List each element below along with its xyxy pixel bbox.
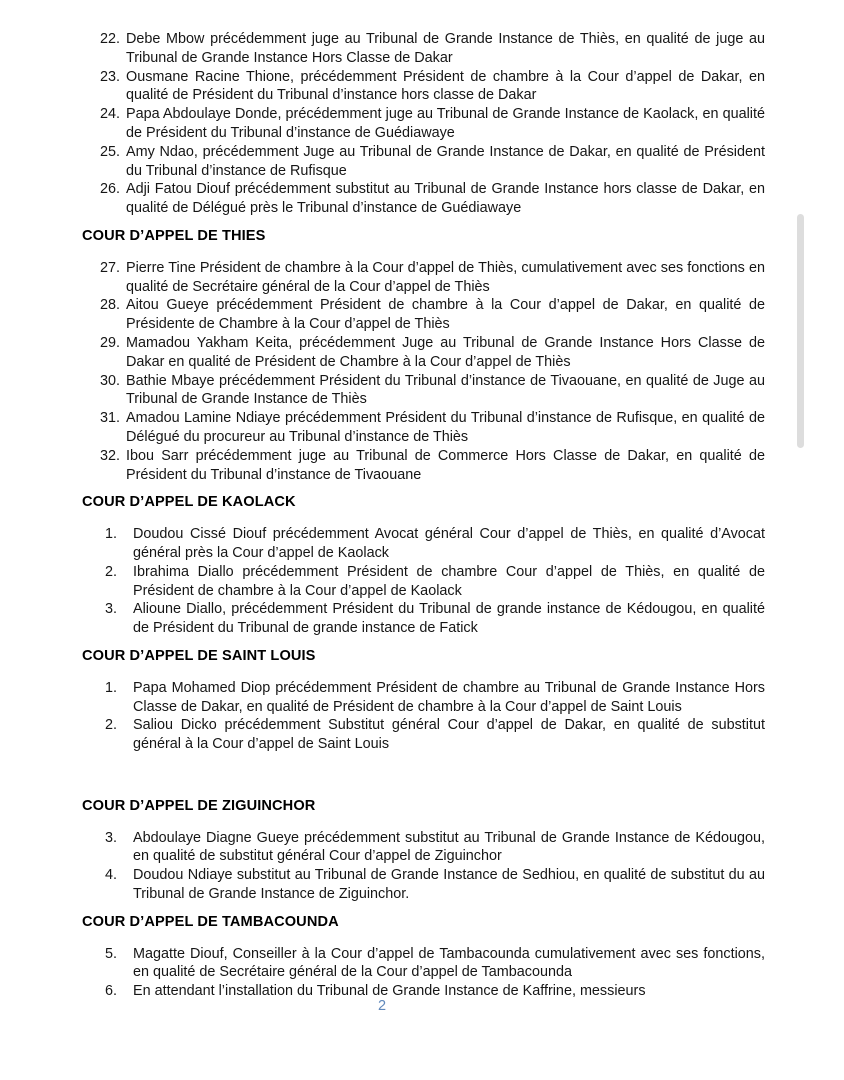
list-item-text: Magatte Diouf, Conseiller à la Cour d’appel de Tambacounda cumulativement avec ses fonctions, en qualité de Secrétaire général de la Cour d’appel de Tambacounda — [133, 945, 765, 981]
list-item-text: Papa Abdoulaye Donde, précédemment juge au Tribunal de Grande Instance de Kaolack, en qualité de Président du Tribunal d’instance de Guédiawaye — [126, 106, 765, 141]
list-item — [82, 563, 765, 601]
list-item — [82, 945, 765, 983]
list-item-number: 31. — [100, 410, 121, 427]
section-heading: COUR D’APPEL DE KAOLACK — [82, 494, 296, 511]
list-item-number: 4. — [105, 867, 118, 884]
list-item — [82, 30, 765, 68]
list-item-text: Amadou Lamine Ndiaye précédemment Président du Tribunal d’instance de Rufisque, en qualité de Délégué du procureur au Tribunal d’instance de Thiès — [126, 410, 765, 445]
list-item-text: Adji Fatou Diouf précédemment substitut au Tribunal de Grande Instance hors classe de Dakar, en qualité de Délégué près le Tribunal d’instance de Guédiawaye — [126, 181, 765, 217]
list-item-text: Aitou Gueye précédemment Président de chambre à la Cour d’appel de Dakar, en qualité de Présidente de Chambre à la Cour d’appel de Thiès — [126, 297, 765, 333]
list-item-number: 26. — [100, 181, 121, 198]
list-item — [82, 716, 765, 754]
list-item — [82, 296, 765, 334]
list-item — [82, 866, 765, 904]
list-item-number: 24. — [100, 106, 121, 123]
list-item-number: 29. — [100, 334, 121, 351]
page-number: 2 — [377, 998, 387, 1014]
list-item-text: Ibrahima Diallo précédemment Président de chambre Cour d’appel de Thiès, en qualité de Président de chambre à la Cour d’appel de Kaolack — [133, 563, 765, 599]
list-item — [82, 679, 765, 717]
list-item-number: 2. — [105, 717, 118, 734]
list-item — [82, 525, 765, 563]
list-item — [82, 409, 765, 447]
list-item-number: 22. — [100, 31, 121, 47]
list-item-number: 23. — [100, 68, 121, 85]
list-item-number: 6. — [105, 983, 118, 1000]
list-item-text: Debe Mbow précédemment juge au Tribunal de Grande Instance de Thiès, en qualité de juge au Tribunal de Grande Instance Hors Classe de Dakar — [126, 31, 765, 66]
list-item-text: Bathie Mbaye précédemment Président du Tribunal d’instance de Tivaouane, en qualité de Juge au Tribunal de Grande Instance de Thiès — [126, 372, 765, 408]
list-item — [82, 372, 765, 410]
list-item-number: 1. — [105, 679, 118, 696]
list-item-text: Alioune Diallo, précédemment Président du Tribunal de grande instance de Kédougou, en qualité de Président du Tribunal de grande instance de Fatick — [133, 601, 765, 637]
list-item-number: 27. — [100, 259, 121, 276]
document-sections — [82, 30, 765, 1001]
list-item-text: Doudou Ndiaye substitut au Tribunal de Grande Instance de Sedhiou, en qualité de substitut du au Tribunal de Grande Instance de Ziguinchor. — [133, 867, 765, 903]
list-item — [82, 829, 765, 867]
list-item-text: En attendant l’installation du Tribunal de Grande Instance de Kaffrine, messieurs — [133, 983, 646, 1000]
section-gap — [82, 754, 765, 788]
section-heading: COUR D’APPEL DE SAINT LOUIS — [82, 647, 316, 664]
list-item — [82, 143, 765, 181]
section-heading: COUR D’APPEL DE THIES — [82, 227, 266, 244]
list-item-text: Amy Ndao, précédemment Juge au Tribunal de Grande Instance de Dakar, en qualité de Président du Tribunal d’instance de Rufisque — [126, 143, 765, 179]
list-item — [82, 68, 765, 106]
list-item — [82, 447, 765, 485]
list-item-number: 2. — [105, 563, 118, 580]
list-item-text: Saliou Dicko précédemment Substitut général Cour d’appel de Dakar, en qualité de substitut général à la Cour d’appel de Saint Louis — [133, 717, 765, 753]
scrollbar-track[interactable] — [828, 0, 844, 1080]
list-item — [82, 105, 765, 143]
list-item-number: 25. — [100, 143, 121, 160]
list-item-number: 28. — [100, 297, 121, 314]
list-item-number: 3. — [105, 829, 118, 846]
list-item-text: Mamadou Yakham Keita, précédemment Juge au Tribunal de Grande Instance Hors Classe de Dakar en qualité de Président de Chambre à la Cour d’appel de Thiès — [126, 334, 765, 370]
list-item-number: 5. — [105, 945, 118, 962]
list-item — [82, 334, 765, 372]
list-item-text: Abdoulaye Diagne Gueye précédemment substitut au Tribunal de Grande Instance de Kédougou, en qualité de substitut général Cour d’appel de Ziguinchor — [133, 829, 765, 865]
list-item-text: Papa Mohamed Diop précédemment Président de chambre au Tribunal de Grande Instance Hors Classe de Dakar, en qualité de Président de chambre à la Cour d’appel de Saint Louis — [133, 679, 765, 715]
list-item-text: Doudou Cissé Diouf précédemment Avocat général Cour d’appel de Thiès, en qualité d’Avocat général près la Cour d’appel de Kaolack — [133, 526, 765, 561]
list-item — [82, 180, 765, 218]
list-item-number: 32. — [100, 447, 121, 464]
list-item-text: Ibou Sarr précédemment juge au Tribunal de Commerce Hors Classe de Dakar, en qualité de Président du Tribunal d’instance de Tivaouane — [126, 447, 765, 483]
list-item-number: 1. — [105, 526, 118, 543]
scrollbar-thumb[interactable] — [797, 214, 804, 448]
section-heading: COUR D’APPEL DE ZIGUINCHOR — [82, 797, 316, 814]
list-item — [82, 600, 765, 638]
list-item-number: 30. — [100, 372, 121, 389]
section-heading: COUR D’APPEL DE TAMBACOUNDA — [82, 913, 339, 930]
list-item — [82, 259, 765, 297]
list-item-text: Ousmane Racine Thione, précédemment Président de chambre à la Cour d’appel de Dakar, en qualité de Président du Tribunal d’instance hors classe de Dakar — [126, 68, 765, 104]
list-item-text: Pierre Tine Président de chambre à la Cour d’appel de Thiès, cumulativement avec ses fonctions en qualité de Secrétaire général de la Cour d’appel de Thiès — [126, 259, 765, 295]
list-item-number: 3. — [105, 601, 118, 618]
